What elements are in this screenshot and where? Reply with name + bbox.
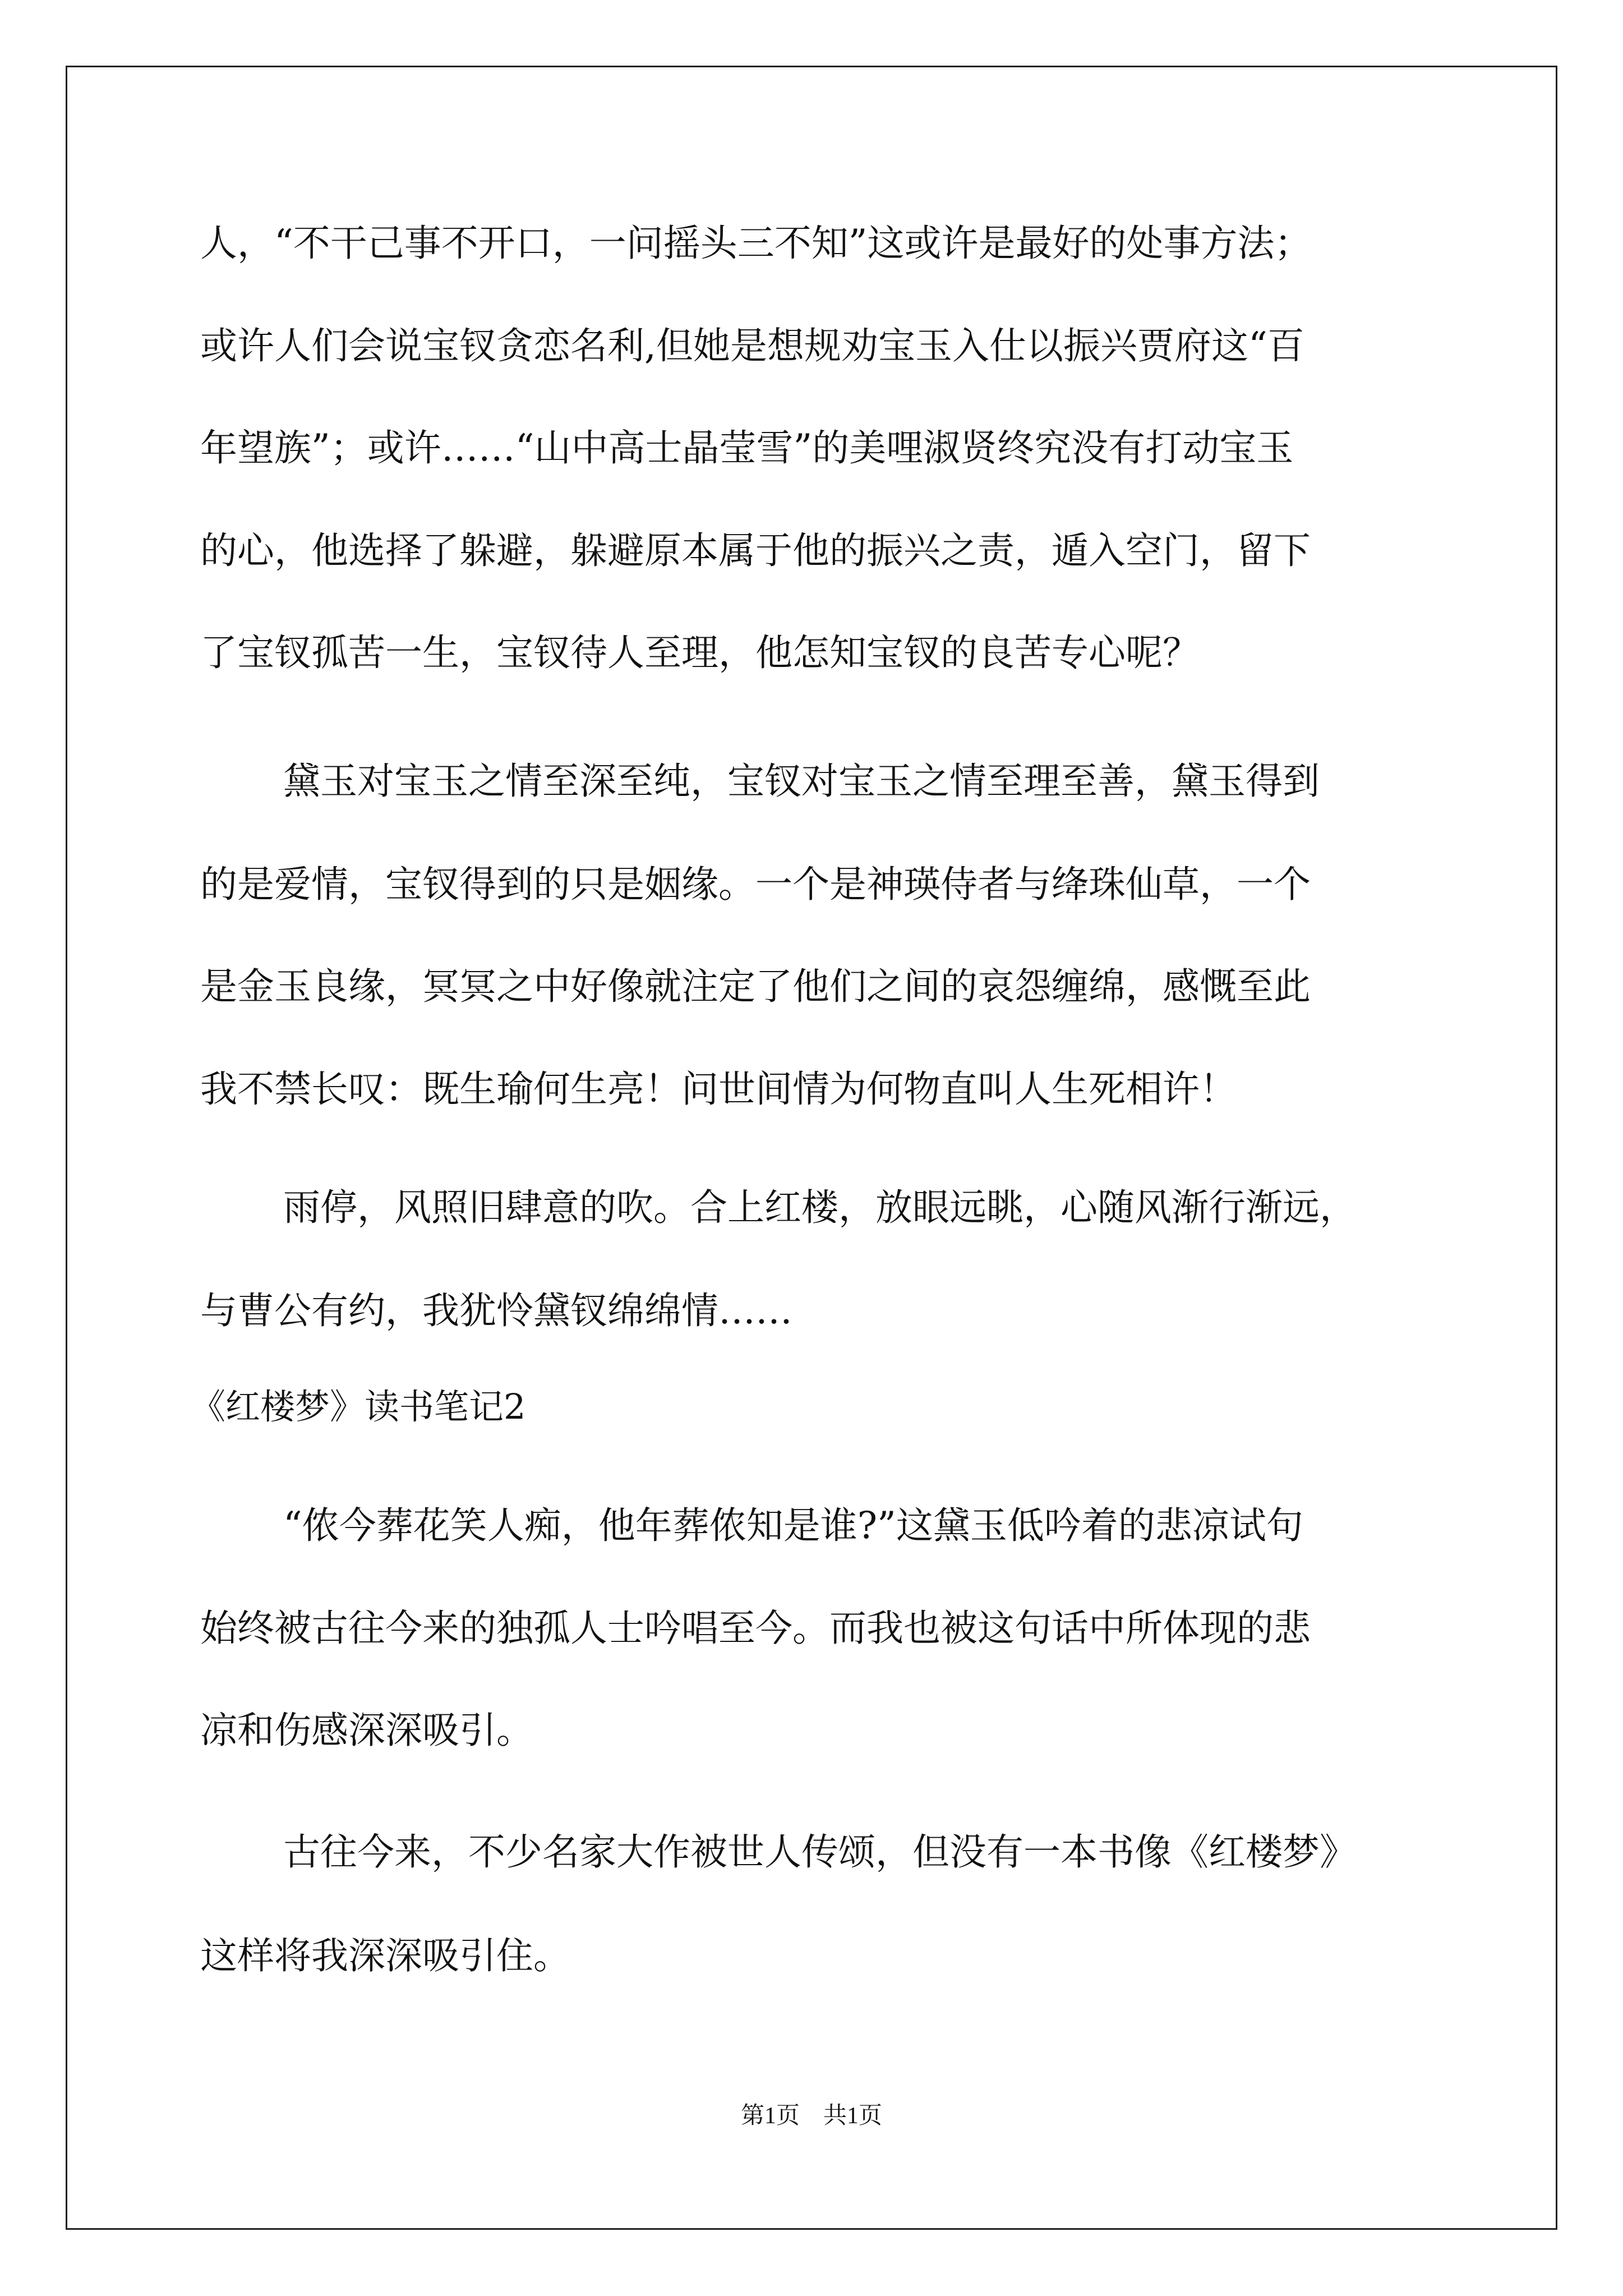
- text-line: 了宝钗孤苦一生，宝钗待人至理，他怎知宝钗的良苦专心呢？: [200, 631, 1200, 674]
- text-line: 与曹公有约，我犹怜黛钗绵绵情……: [200, 1289, 792, 1332]
- text-line: 始终被古往今来的独孤人士吟唱至今。而我也被这句话中所体现的悲: [200, 1607, 1311, 1650]
- text-line: 凉和伤感深深吸引。: [200, 1709, 533, 1752]
- text-line: 或许人们会说宝钗贪恋名利,但她是想规劝宝玉入仕以振兴贾府这“百: [200, 324, 1304, 367]
- text-line: 的心，他选择了躲避，躲避原本属于他的振兴之责，遁入空门，留下: [200, 529, 1311, 572]
- text-line: 古往今来，不少名家大作被世人传颂，但没有一本书像《红楼梦》: [283, 1830, 1357, 1874]
- text-line: 我不禁长叹：既生瑜何生亮！问世间情为何物直叫人生死相许！: [200, 1068, 1237, 1111]
- text-line: 雨停，风照旧肆意的吹。合上红楼，放眼远眺，心随风渐行渐远，: [283, 1186, 1357, 1229]
- text-line: 是金玉良缘，冥冥之中好像就注定了他们之间的哀怨缠绵，感慨至此: [200, 965, 1311, 1008]
- text-line: 这样将我深深吸引住。: [200, 1934, 570, 1977]
- text-line: 年望族”；或许……“山中高士晶莹雪”的美哩淑贤终究没有打动宝玉: [200, 426, 1294, 470]
- section-heading: 《红楼梦》读书笔记2: [191, 1386, 526, 1427]
- text-line: 的是爱情，宝钗得到的只是姻缘。一个是神瑛侍者与绛珠仙草，一个: [200, 863, 1311, 906]
- text-line: 人，“不干己事不开口，一问摇头三不知”这或许是最好的处事方法；: [200, 222, 1312, 265]
- text-line: “侬今葬花笑人痴，他年葬侬知是谁?”这黛玉低吟着的悲凉试句: [283, 1504, 1303, 1547]
- text-line: 黛玉对宝玉之情至深至纯，宝钗对宝玉之情至理至善，黛玉得到: [283, 760, 1320, 803]
- page-number-footer: 第1页 共1页: [740, 2103, 882, 2129]
- page-border: [66, 66, 1557, 2230]
